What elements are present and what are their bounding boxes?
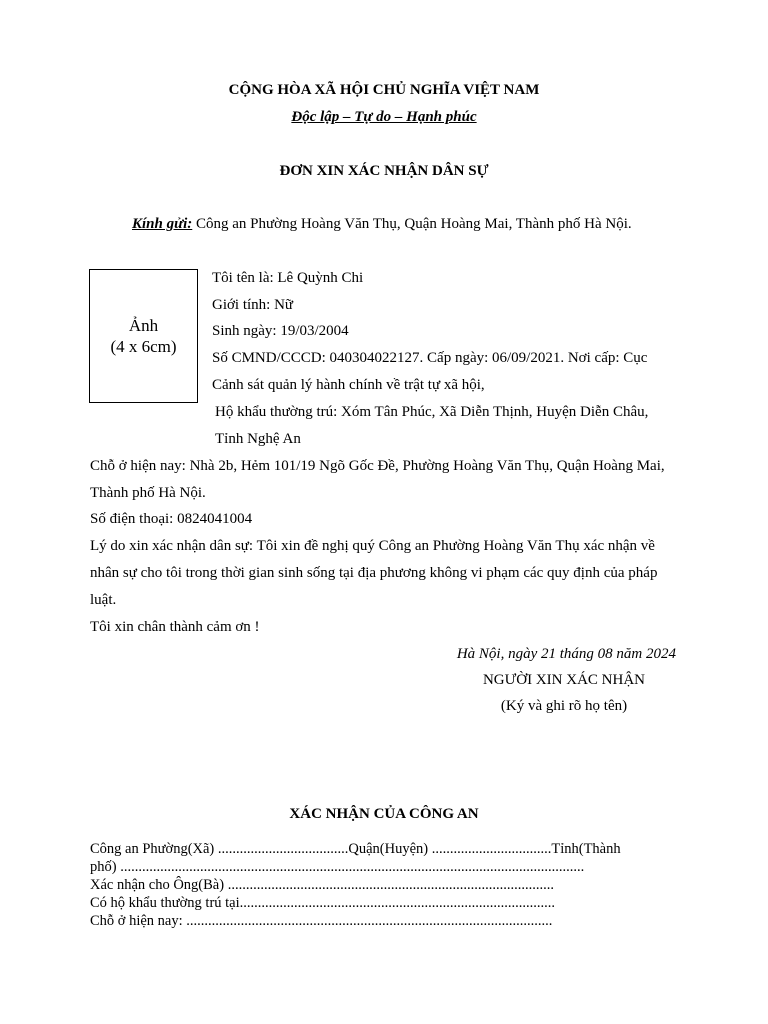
nation-heading: CỘNG HÒA XÃ HỘI CHỦ NGHĨA VIỆT NAM — [228, 82, 540, 98]
recipient-line — [132, 216, 632, 233]
recipient-label: Kính gửi: — [132, 216, 193, 232]
police-line3: Xác nhận cho Ông(Bà) .......................................................................................... — [90, 877, 554, 893]
household-line2: Tỉnh Nghệ An — [215, 431, 301, 447]
place-date: Hà Nội, ngày 21 tháng 08 năm 2024 — [456, 646, 676, 662]
police-line2: phố) ................................................................................................................................ — [90, 859, 585, 875]
residence-line2: Thành phố Hà Nội. — [90, 485, 206, 501]
applicant-dob: Sinh ngày: 19/03/2004 — [212, 323, 349, 339]
document-title: ĐƠN XIN XÁC NHẬN DÂN SỰ — [279, 163, 489, 179]
applicant-gender: Giới tính: Nữ — [212, 297, 294, 313]
police-section-title: XÁC NHẬN CỦA CÔNG AN — [289, 806, 479, 822]
reason-line3: luật. — [90, 592, 117, 608]
photo-label: Ảnh — [128, 316, 159, 335]
applicant-name: Tôi tên là: Lê Quỳnh Chi — [212, 270, 364, 286]
recipient-text: Công an Phường Hoàng Văn Thụ, Quận Hoàng Mai, Thành phố Hà Nội. — [192, 216, 632, 232]
photo-size: (4 x 6cm) — [110, 337, 177, 356]
police-line5: Chỗ ở hiện nay: ..................................................................................................... — [90, 913, 553, 929]
phone-line: Số điện thoại: 0824041004 — [90, 511, 253, 527]
applicant-id-line2: Cảnh sát quản lý hành chính về trật tự xã hội, — [212, 377, 485, 393]
reason-line1: Lý do xin xác nhận dân sự: Tôi xin đề nghị quý Công an Phường Hoàng Văn Thụ xác nhận về — [90, 538, 655, 554]
household-line1: Hộ khẩu thường trú: Xóm Tân Phúc, Xã Diễn Thịnh, Huyện Diễn Châu, — [215, 404, 649, 420]
police-line4: Có hộ khẩu thường trú tại....................................................................................... — [90, 895, 556, 911]
motto: Độc lập – Tự do – Hạnh phúc — [291, 109, 477, 125]
photo-placeholder — [89, 269, 198, 403]
residence-line1: Chỗ ở hiện nay: Nhà 2b, Hẻm 101/19 Ngõ Gốc Đề, Phường Hoàng Văn Thụ, Quận Hoàng Mai, — [90, 458, 665, 474]
thanks-line: Tôi xin chân thành cảm ơn ! — [90, 619, 260, 635]
signer-title: NGƯỜI XIN XÁC NHẬN — [482, 672, 646, 688]
police-line1: Công an Phường(Xã) ....................................Quận(Huyện) .................................Tỉnh(Thành — [90, 841, 621, 857]
applicant-id-line1: Số CMND/CCCD: 040304022127. Cấp ngày: 06/09/2021. Nơi cấp: Cục — [212, 350, 648, 366]
reason-line2: nhân sự cho tôi trong thời gian sinh sống tại địa phương không vi phạm các quy định của pháp — [90, 565, 658, 581]
signer-note: (Ký và ghi rõ họ tên) — [500, 698, 628, 714]
